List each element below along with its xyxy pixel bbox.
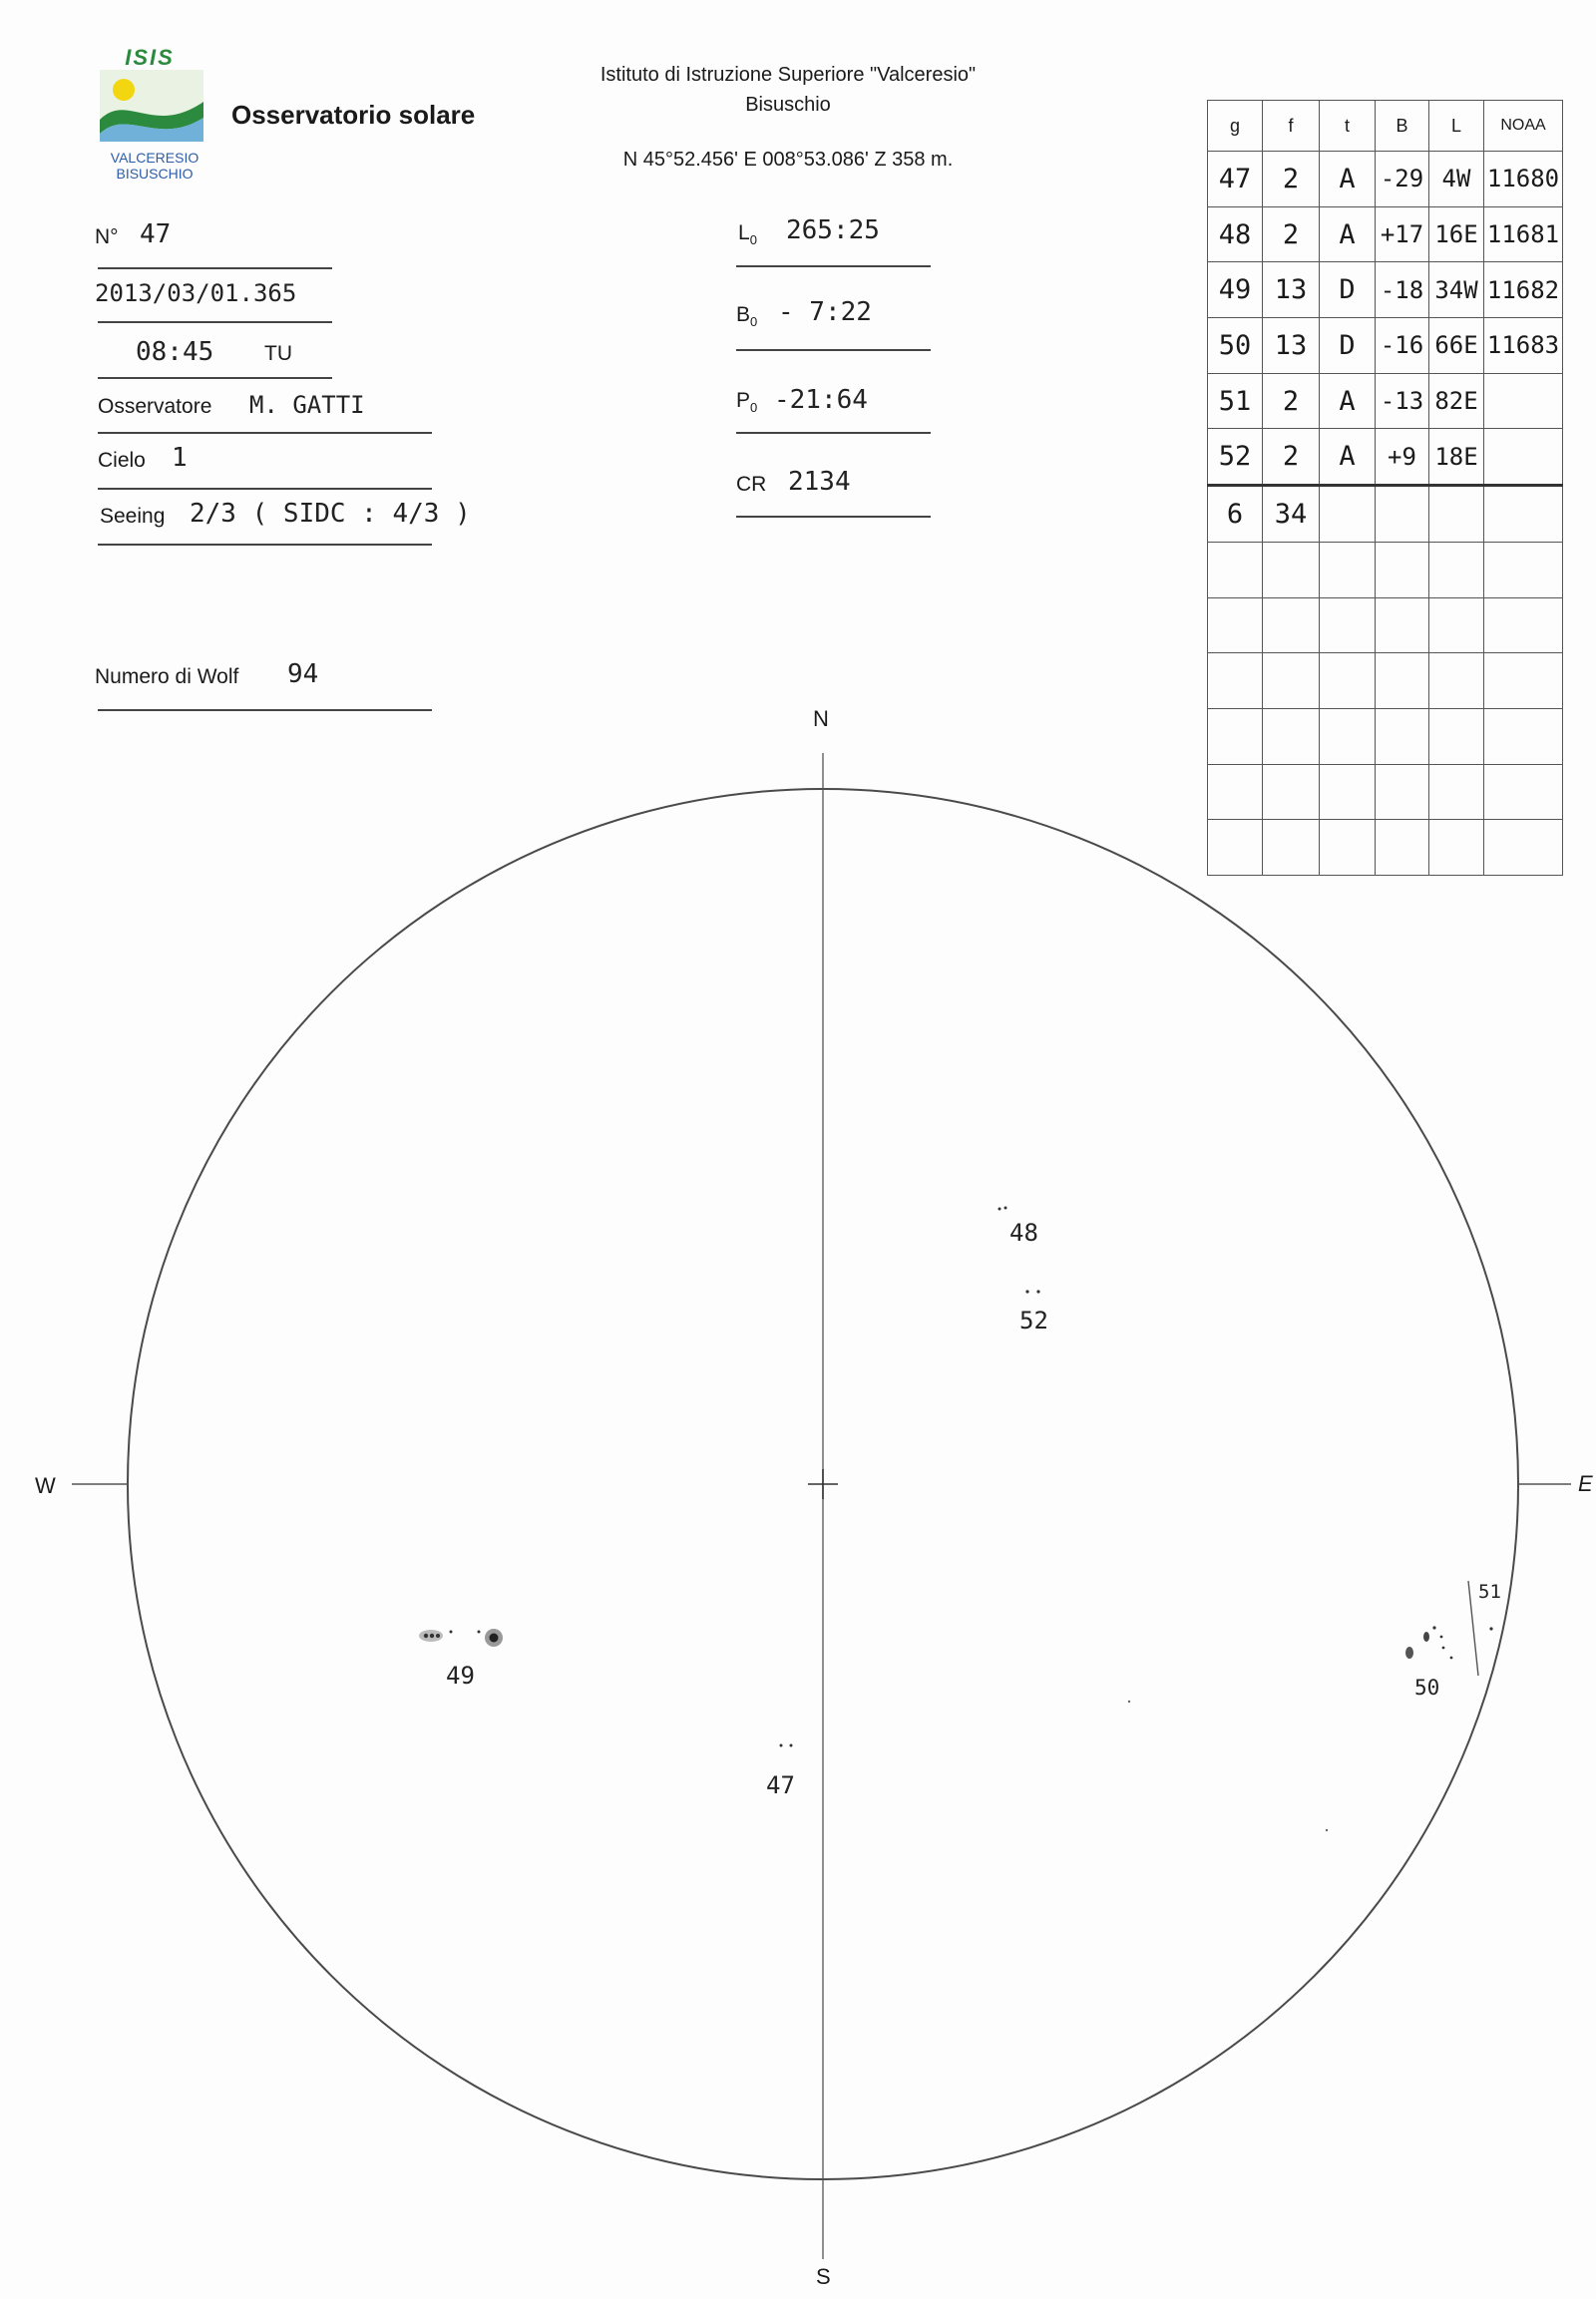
table-cell: A bbox=[1320, 429, 1376, 486]
table-cell: 52 bbox=[1208, 429, 1263, 486]
column-header: t bbox=[1320, 101, 1376, 152]
table-cell: 2 bbox=[1263, 152, 1320, 207]
observer-name: M. GATTI bbox=[249, 391, 365, 419]
table-cell: 34W bbox=[1429, 262, 1484, 318]
b0-value: - 7:22 bbox=[778, 297, 872, 327]
institute-name: Istituto di Istruzione Superiore "Valceresio" bbox=[599, 64, 977, 86]
sunspot-group-48 bbox=[998, 1207, 1007, 1211]
table-cell: 11683 bbox=[1484, 318, 1563, 374]
table-cell: 11682 bbox=[1484, 262, 1563, 318]
table-cell: 48 bbox=[1208, 206, 1263, 262]
observation-time: 08:45 bbox=[136, 337, 214, 367]
north-label: N bbox=[813, 706, 829, 731]
table-cell: -16 bbox=[1376, 318, 1429, 374]
group-label-48: 48 bbox=[1009, 1219, 1038, 1247]
table-cell: -18 bbox=[1376, 262, 1429, 318]
table-cell: +17 bbox=[1376, 206, 1429, 262]
table-cell: 66E bbox=[1429, 318, 1484, 374]
sunspot-group-52 bbox=[1025, 1290, 1039, 1293]
table-cell: +9 bbox=[1376, 429, 1429, 486]
table-cell: A bbox=[1320, 152, 1376, 207]
group-label-51: 51 bbox=[1478, 1581, 1501, 1603]
table-cell: 82E bbox=[1429, 373, 1484, 429]
observatory-title: Osservatorio solare bbox=[231, 100, 476, 130]
site-coordinates: N 45°52.456' E 008°53.086' Z 358 m. bbox=[622, 149, 954, 171]
seeing-label: Seeing bbox=[100, 505, 166, 528]
table-cell: D bbox=[1320, 318, 1376, 374]
table-cell: 4W bbox=[1429, 152, 1484, 207]
sunspot-group-49 bbox=[419, 1629, 503, 1647]
column-header: NOAA bbox=[1484, 101, 1563, 152]
group-label-50: 50 bbox=[1414, 1676, 1440, 1700]
column-header: f bbox=[1263, 101, 1320, 152]
sky-label: Cielo bbox=[98, 449, 146, 472]
p0-label: $P_0$ bbox=[736, 389, 758, 416]
west-label: W bbox=[35, 1473, 56, 1498]
observation-date: 2013/03/01.365 bbox=[95, 279, 297, 307]
table-cell: 34 bbox=[1263, 486, 1320, 543]
column-header: g bbox=[1208, 101, 1263, 152]
table-cell: 11681 bbox=[1484, 206, 1563, 262]
l0-value: 265:25 bbox=[786, 215, 880, 245]
speck bbox=[1326, 1829, 1328, 1831]
logo-text: ISIS bbox=[125, 45, 175, 70]
table-cell: D bbox=[1320, 262, 1376, 318]
table-cell: 49 bbox=[1208, 262, 1263, 318]
group-label-49: 49 bbox=[446, 1662, 475, 1690]
south-label: S bbox=[816, 2264, 831, 2289]
cr-label: CR bbox=[736, 473, 767, 496]
table-cell: A bbox=[1320, 206, 1376, 262]
speck bbox=[1128, 1701, 1130, 1703]
column-header: L bbox=[1429, 101, 1484, 152]
observer-label: Osservatore bbox=[98, 395, 212, 418]
table-cell: A bbox=[1320, 373, 1376, 429]
sky-value: 1 bbox=[172, 443, 188, 473]
institute-town: Bisuschio bbox=[745, 94, 831, 116]
time-unit: TU bbox=[264, 342, 292, 365]
logo-subtitle-1: VALCERESIO bbox=[110, 150, 200, 166]
east-label: E bbox=[1578, 1471, 1593, 1496]
observation-number: 47 bbox=[140, 219, 172, 249]
number-label: N° bbox=[95, 225, 119, 248]
table-cell: 2 bbox=[1263, 429, 1320, 486]
table-cell: -13 bbox=[1376, 373, 1429, 429]
seeing-value: 2/3 ( SIDC : 4/3 ) bbox=[190, 499, 471, 529]
sunspot-group-47 bbox=[780, 1744, 793, 1747]
table-cell: 18E bbox=[1429, 429, 1484, 486]
table-cell: 16E bbox=[1429, 206, 1484, 262]
logo-subtitle-2: BISUSCHIO bbox=[116, 166, 194, 182]
group-label-47: 47 bbox=[766, 1771, 795, 1799]
table-cell: 51 bbox=[1208, 373, 1263, 429]
table-cell: 13 bbox=[1263, 262, 1320, 318]
table-cell: 2 bbox=[1263, 206, 1320, 262]
table-cell: 13 bbox=[1263, 318, 1320, 374]
sunspot-group-50 bbox=[1405, 1626, 1452, 1659]
wolf-number: 94 bbox=[287, 659, 319, 689]
column-header: B bbox=[1376, 101, 1429, 152]
carrington-rotation: 2134 bbox=[788, 467, 851, 497]
wolf-label: Numero di Wolf bbox=[95, 665, 239, 688]
p0-value: -21:64 bbox=[774, 385, 868, 415]
table-cell: -29 bbox=[1376, 152, 1429, 207]
table-cell: 50 bbox=[1208, 318, 1263, 374]
l0-label: $L_0$ bbox=[738, 221, 757, 248]
table-cell: 6 bbox=[1208, 486, 1263, 543]
table-cell: 11680 bbox=[1484, 152, 1563, 207]
table-cell: 47 bbox=[1208, 152, 1263, 207]
table-cell: 2 bbox=[1263, 373, 1320, 429]
b0-label: $B_0$ bbox=[736, 303, 758, 330]
group-label-52: 52 bbox=[1019, 1307, 1048, 1335]
